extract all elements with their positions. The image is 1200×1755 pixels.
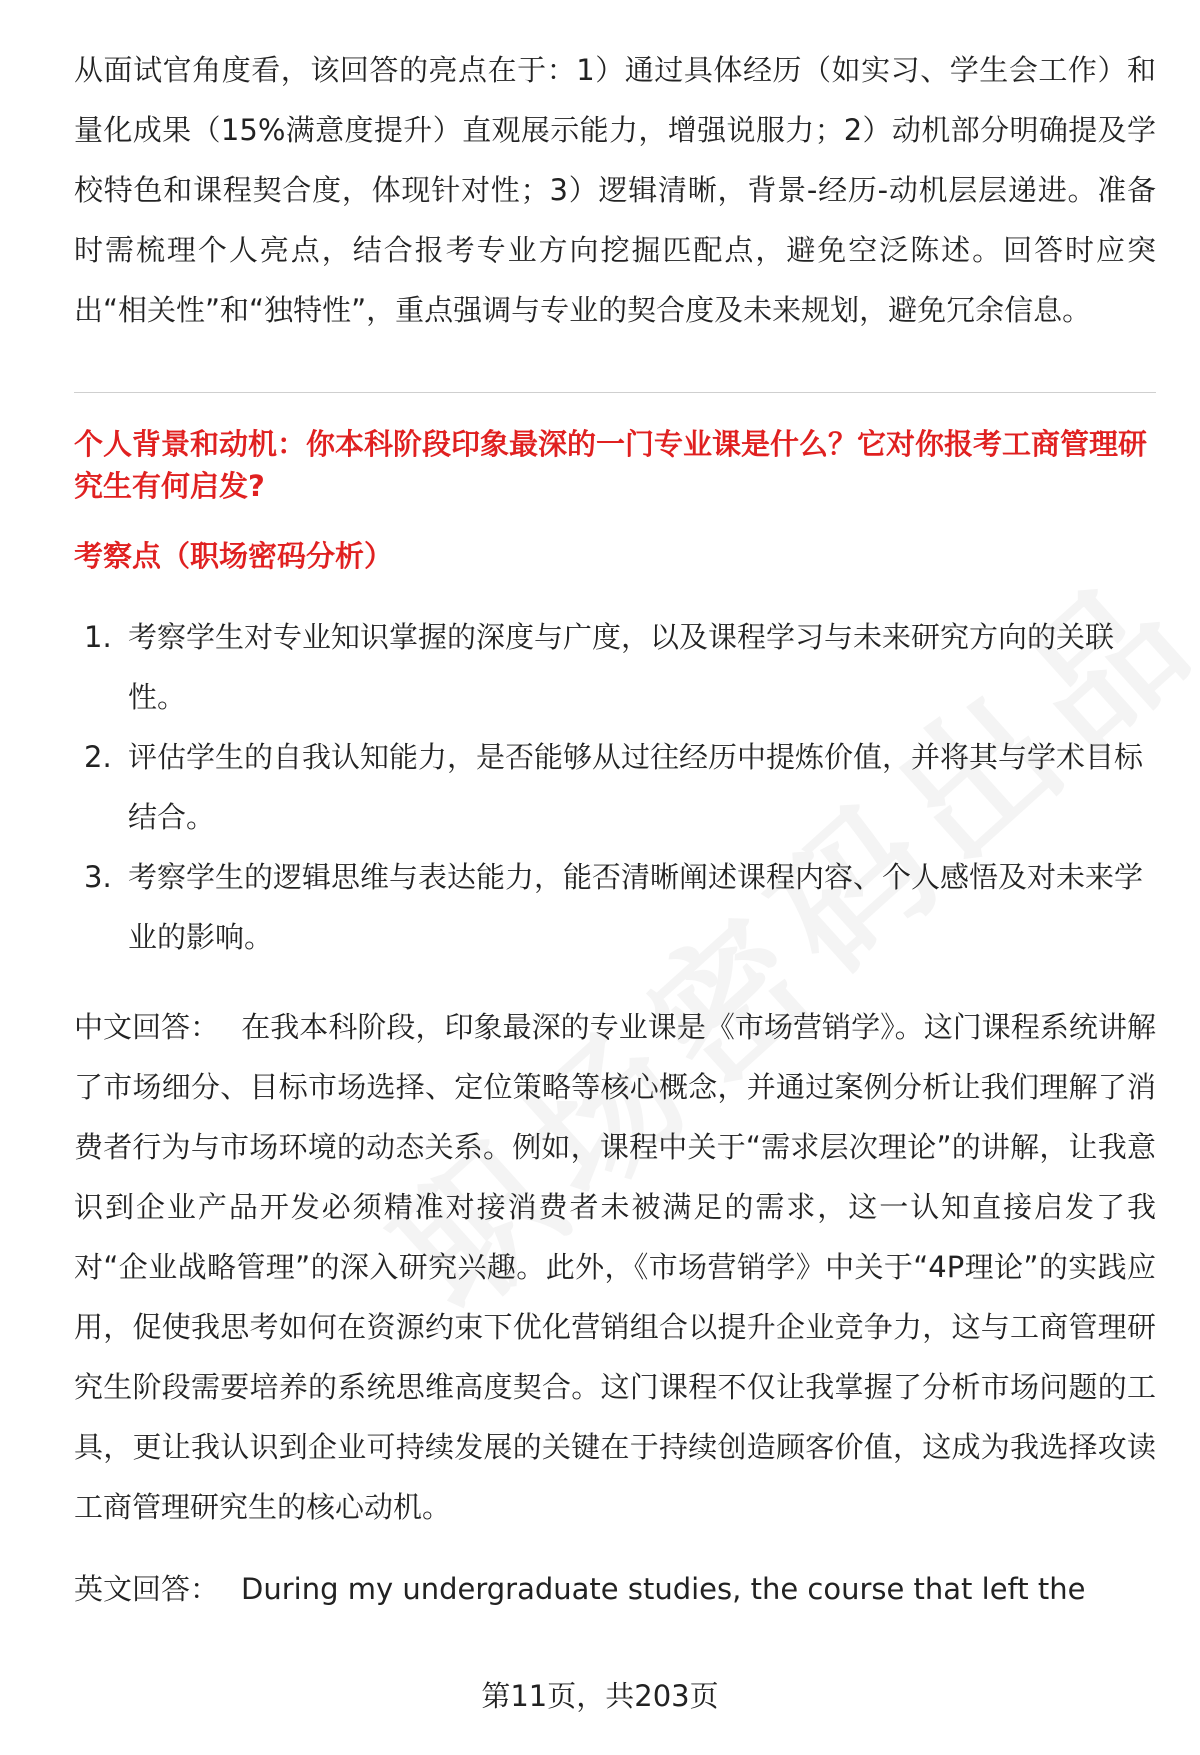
list-item	[74, 847, 1156, 967]
english-answer	[74, 1559, 1156, 1619]
question-heading: 个人背景和动机：你本科阶段印象最深的一门专业课是什么？它对你报考工商管理研究生有何启发?	[74, 427, 1148, 503]
english-answer-text: During my undergraduate studies, the course that left the	[241, 1572, 1086, 1606]
list-item	[74, 607, 1156, 727]
intro-paragraph: 从面试官角度看，该回答的亮点在于：1）通过具体经历（如实习、学生会工作）和量化成果（15%满意度提升）直观展示能力，增强说服力；2）动机部分明确提及学校特色和课程契合度，体现针对性；3）逻辑清晰，背景-经历-动机层层递进。准备时需梳理个人亮点，结合报考专业方向挖掘匹配点，避免空泛陈述。回答时应突出“相关性”和“独特性”，重点强调与专业的契合度及未来规划，避免冗余信息。	[74, 53, 1156, 327]
assessment-points-list	[74, 607, 1156, 967]
list-item-number: 2.	[84, 740, 112, 774]
list-item-number: 1.	[84, 620, 112, 654]
chinese-answer	[74, 997, 1156, 1537]
assessment-points-heading: 考察点（职场密码分析）	[74, 539, 394, 573]
list-item-text: 考察学生对专业知识掌握的深度与广度，以及课程学习与未来研究方向的关联性。	[128, 620, 1115, 714]
list-item-number: 3.	[84, 860, 112, 894]
list-item-text: 评估学生的自我认知能力，是否能够从过往经历中提炼价值，并将其与学术目标结合。	[128, 740, 1144, 834]
chinese-answer-text: 在我本科阶段，印象最深的专业课是《市场营销学》。这门课程系统讲解了市场细分、目标市场选择、定位策略等核心概念，并通过案例分析让我们理解了消费者行为与市场环境的动态关系。例如，课程中关于“需求层次理论”的讲解，让我意识到企业产品开发必须精准对接消费者未被满足的需求，这一认知直接启发了我对“企业战略管理”的深入研究兴趣。此外，《市场营销学》中关于“4P理论”的实践应用，促使我思考如何在资源约束下优化营销组合以提升企业竞争力，这与工商管理研究生阶段需要培养的系统思维高度契合。这门课程不仅让我掌握了分析市场问题的工具，更让我认识到企业可持续发展的关键在于持续创造顾客价值，这成为我选择攻读工商管理研究生的核心动机。	[74, 1010, 1156, 1524]
page-number-footer: 第11页，共203页	[481, 1679, 719, 1713]
english-answer-label: 英文回答：	[74, 1572, 220, 1606]
chinese-answer-label: 中文回答：	[74, 1010, 220, 1044]
section-divider	[74, 392, 1156, 393]
list-item-text: 考察学生的逻辑思维与表达能力，能否清晰阐述课程内容、个人感悟及对未来学业的影响。	[128, 860, 1144, 954]
document-page	[74, 40, 1156, 1619]
list-item	[74, 727, 1156, 847]
